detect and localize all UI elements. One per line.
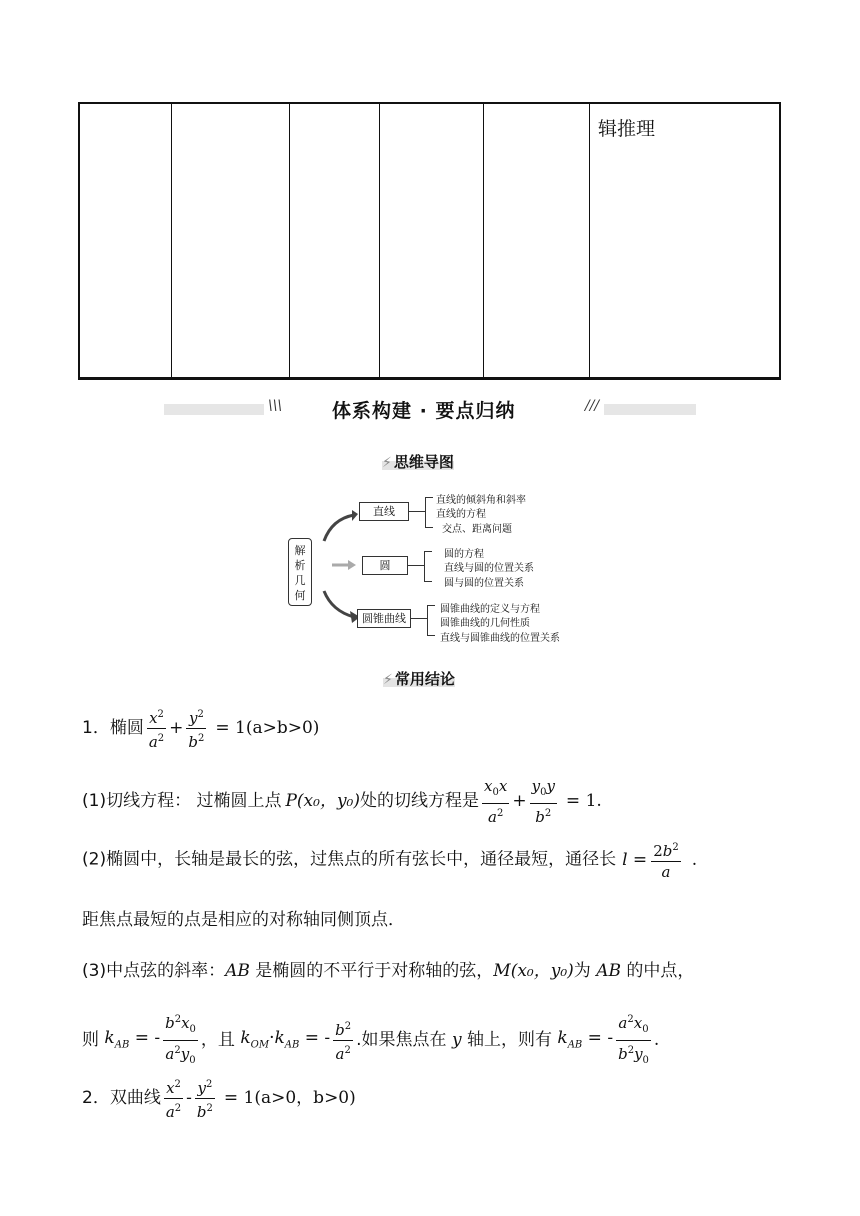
- mindmap-branch-line: 直线: [359, 502, 409, 521]
- mindmap-item: 直线的方程: [436, 509, 486, 520]
- mindmap-item: 直线的倾斜角和斜率: [436, 495, 526, 506]
- conclusion-tangent: (1)切线方程： 过椭圆上点 P(x₀，y₀)处的切线方程是 $\frac{x_0x}{a^2}$ + $\frac{y_0y}{b^2}$ = 1.: [82, 777, 602, 826]
- table-divider: [171, 104, 172, 377]
- table-divider: [379, 104, 380, 377]
- conclusion-chord: (2)椭圆中，长轴是最长的弦，过焦点的所有弦长中，通径最短，通径长 l = $\frac{2b^2}{a}$ .: [82, 838, 697, 882]
- mindmap-item: 圆与圆的位置关系: [444, 578, 524, 589]
- mindmap-item: 圆锥曲线的几何性质: [440, 618, 530, 629]
- conclusion-vertex: 距焦点最短的点是相应的对称轴同侧顶点．: [82, 910, 405, 930]
- mindmap-item: 直线与圆锥曲线的位置关系: [440, 633, 560, 644]
- banner-bar-left: [164, 404, 264, 415]
- mindmap-item: 直线与圆的位置关系: [444, 563, 534, 574]
- table-fragment: [78, 102, 781, 380]
- conclusion-1-ellipse: 1．椭圆 $\frac{x^2}{a^2}$ + $\frac{y^2}{b^2}$ = 1(a>b>0): [82, 705, 319, 752]
- lightning-icon: ⚡: [382, 455, 392, 471]
- conclusion-slope-formula: 则 $k_{AB}$ = - $\frac{b^2x_0}{a^2y_0}$ ，且 $k_{OM}\cdot k_{AB}$ = - $\frac{b^2}{a^2}$ .如果焦点在 y 轴上，则有 $k_{AB}$ = - $\frac{a^2x_0}{b^2y_0}$ .: [82, 1010, 659, 1071]
- mindmap-branch-circle: 圆: [362, 556, 408, 575]
- conclusion-midpoint: (3)中点弦的斜率：AB 是椭圆的不平行于对称轴的弦，M(x₀，y₀)为 AB 的中点，: [82, 961, 695, 981]
- table-divider: [483, 104, 484, 377]
- mindmap-branch-conic: 圆锥曲线: [357, 609, 411, 628]
- conclusions-heading: ⚡ 常用结论: [383, 670, 455, 688]
- section-title: 体系构建 · 要点归纳: [332, 400, 516, 422]
- mindmap-heading: ⚡ 思维导图: [382, 453, 454, 471]
- conclusion-2-hyperbola: 2．双曲线 $\frac{x^2}{a^2}$ - $\frac{y^2}{b^2}$ = 1(a>0，b>0): [82, 1075, 356, 1122]
- mindmap-item: 圆锥曲线的定义与方程: [440, 604, 540, 615]
- table-divider: [289, 104, 290, 377]
- table-cell-text: 辑推理: [598, 118, 656, 140]
- banner-mark-left: \\\: [268, 398, 283, 414]
- banner-mark-right: ///: [585, 398, 600, 414]
- mindmap-item: 圆的方程: [444, 549, 484, 560]
- table-divider: [589, 104, 590, 377]
- mindmap-item: 交点、距离问题: [442, 524, 512, 535]
- mindmap-arrows: [310, 505, 360, 625]
- mindmap-root: 解 析 几 何: [288, 538, 312, 606]
- lightning-icon: ⚡: [383, 672, 393, 688]
- banner-bar-right: [604, 404, 696, 415]
